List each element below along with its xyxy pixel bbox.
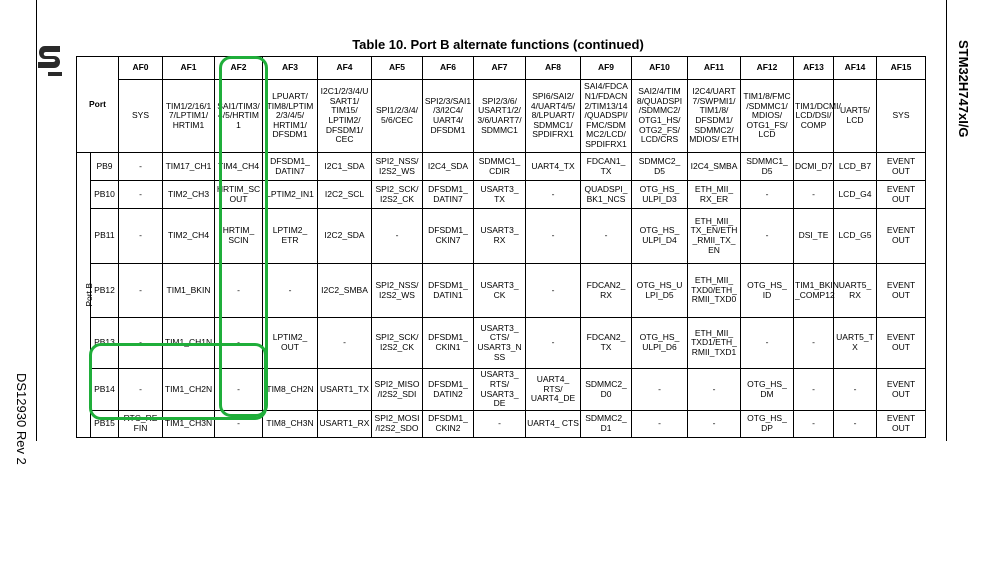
af-cell: I2C4_SMBA — [688, 153, 741, 181]
af-description: UART5/ LCD — [834, 80, 877, 153]
af-description: SPI1/2/3/4/ 5/6/CEC — [372, 80, 423, 153]
af-cell: USART1_RX — [318, 411, 372, 438]
right-page-border — [946, 0, 947, 441]
af-cell: SPI2_SCK/ I2S2_CK — [372, 181, 423, 209]
af-cell: - — [119, 264, 163, 318]
af-header: AF12 — [741, 57, 794, 80]
af-cell: TIM2_CH4 — [163, 209, 215, 264]
part-number — [954, 40, 972, 240]
af-cell: DFSDM1_ DATIN1 — [423, 264, 474, 318]
af-cell: - — [834, 369, 877, 411]
af-description: SAI1/TIM3/ 4/5/HRTIM 1 — [215, 80, 263, 153]
af-cell: TIM1_CH3N — [163, 411, 215, 438]
pin-name: PB9 — [91, 153, 119, 181]
af-header: AF7 — [474, 57, 526, 80]
af-cell: DFSDM1_ CKIN2 — [423, 411, 474, 438]
af-description: SAI2/4/TIM 8/QUADSPI /SDMMC2/ OTG1_HS/ OTG2_FS/ LCD/CRS — [632, 80, 688, 153]
af-cell: LPTIM2_ OUT — [263, 318, 318, 369]
af-cell: SPI2_MISO /I2S2_SDI — [372, 369, 423, 411]
af-cell: - — [263, 264, 318, 318]
af-cell: UART4_ RTS/ UART4_DE — [526, 369, 581, 411]
table-row — [77, 264, 926, 318]
af-header: AF13 — [794, 57, 834, 80]
af-description: TIM1/DCMI/ LCD/DSI/ COMP — [794, 80, 834, 153]
af-description: I2C4/UART 7/SWPMI1/ TIM1/8/ DFSDM1/ SDMMC2/ MDIOS/ ETH — [688, 80, 741, 153]
table-row — [77, 411, 926, 438]
af-cell: - — [372, 209, 423, 264]
af-cell: FDCAN2_ RX — [581, 264, 632, 318]
af-cell: I2C2_SDA — [318, 209, 372, 264]
table-row — [77, 318, 926, 369]
af-cell: I2C2_SMBA — [318, 264, 372, 318]
af-header: AF10 — [632, 57, 688, 80]
af-cell: OTG_HS_ ULPI_D3 — [632, 181, 688, 209]
af-cell: DCMI_D7 — [794, 153, 834, 181]
af-header: AF5 — [372, 57, 423, 80]
af-cell: TIM1_BKIN _COMP12 — [794, 264, 834, 318]
af-description: SYS — [877, 80, 926, 153]
port-group-cell — [77, 153, 95, 438]
part-number-text: STM32H747xI/G — [956, 40, 971, 138]
af-description: TIM1/2/16/1 7/LPTIM1/ HRTIM1 — [163, 80, 215, 153]
af-cell: HRTIM_SC OUT — [215, 181, 263, 209]
af-cell: RTC_RE FIN — [119, 411, 163, 438]
af-cell: OTG_HS_ ULPI_D6 — [632, 318, 688, 369]
pin-name: PB14 — [91, 369, 119, 411]
af-cell: DFSDM1_ CKIN1 — [423, 318, 474, 369]
af-cell: FDCAN1_ TX — [581, 153, 632, 181]
af-cell: SPI2_NSS/ I2S2_WS — [372, 264, 423, 318]
af-cell: LPTIM2_ ETR — [263, 209, 318, 264]
af-cell: USART3_ RX — [474, 209, 526, 264]
af-cell: EVENT OUT — [877, 369, 926, 411]
pin-name: PB11 — [91, 209, 119, 264]
af-cell: SDMMC2_ D0 — [581, 369, 632, 411]
af-cell: - — [794, 318, 834, 369]
af-cell: I2C1_SDA — [318, 153, 372, 181]
document-id — [13, 233, 29, 563]
af-cell: DFSDM1_ DATIN2 — [423, 369, 474, 411]
af-header: AF2 — [215, 57, 263, 80]
af-cell: ETH_MII_ TXD1/ETH_ RMII_TXD1 — [688, 318, 741, 369]
af-cell: DFSDM1_ CKIN7 — [423, 209, 474, 264]
af-cell: TIM17_CH1 — [163, 153, 215, 181]
af-cell: FDCAN2_ TX — [581, 318, 632, 369]
af-cell: - — [741, 181, 794, 209]
af-cell: - — [794, 369, 834, 411]
af-cell: - — [794, 181, 834, 209]
af-cell: LCD_G4 — [834, 181, 877, 209]
af-description: I2C1/2/3/4/U SART1/ TIM15/ LPTIM2/ DFSDM1/ CEC — [318, 80, 372, 153]
af-cell: USART3_ RTS/ USART3_ DE — [474, 369, 526, 411]
af-cell: - — [632, 369, 688, 411]
af-cell: SPI2_MOSI /I2S2_SDO — [372, 411, 423, 438]
af-header: AF15 — [877, 57, 926, 80]
pin-name: PB13 — [91, 318, 119, 369]
af-cell: SDMMC1_ D5 — [741, 153, 794, 181]
af-cell: OTG_HS_ ID — [741, 264, 794, 318]
af-header: AF9 — [581, 57, 632, 80]
document-id-text: DS12930 Rev 2 — [14, 373, 29, 465]
af-header: AF8 — [526, 57, 581, 80]
af-cell: OTG_HS_U LPI_D5 — [632, 264, 688, 318]
af-cell: UART5_ RX — [834, 264, 877, 318]
af-cell: - — [119, 318, 163, 369]
af-cell: UART4_ CTS — [526, 411, 581, 438]
af-cell: LCD_G5 — [834, 209, 877, 264]
pin-name: PB15 — [91, 411, 119, 438]
af-cell: HRTIM_ SCIN — [215, 209, 263, 264]
af-header: AF6 — [423, 57, 474, 80]
af-cell: - — [632, 411, 688, 438]
af-cell: ETH_MII_ TXD0/ETH_ RMII_TXD0 — [688, 264, 741, 318]
af-description: LPUART/ TIM8/LPTIM 2/3/4/5/ HRTIM1/ DFSDM1 — [263, 80, 318, 153]
af-cell: USART3_ CK — [474, 264, 526, 318]
af-cell: - — [215, 318, 263, 369]
af-cell: EVENT OUT — [877, 318, 926, 369]
port-group-label: Port B — [84, 283, 95, 307]
af-cell: OTG_HS_ DM — [741, 369, 794, 411]
af-description: SPI2/3/SAI1 /3/I2C4/ UART4/ DFSDM1 — [423, 80, 474, 153]
af-cell: - — [474, 411, 526, 438]
table-title: Table 10. Port B alternate functions (continued) — [352, 37, 644, 52]
af-header: AF14 — [834, 57, 877, 80]
table-row — [77, 181, 926, 209]
af-cell: UART4_TX — [526, 153, 581, 181]
port-b-alternate-functions-table — [76, 56, 926, 438]
af-header: AF11 — [688, 57, 741, 80]
af-cell: LCD_B7 — [834, 153, 877, 181]
af-header: AF3 — [263, 57, 318, 80]
af-cell: USART3_ CTS/ USART3_N SS — [474, 318, 526, 369]
af-cell: TIM1_BKIN — [163, 264, 215, 318]
af-cell: ETH_MII_ RX_ER — [688, 181, 741, 209]
af-cell: - — [794, 411, 834, 438]
af-cell: SDMMC2_ D5 — [632, 153, 688, 181]
af-cell: EVENT OUT — [877, 411, 926, 438]
af-cell: TIM2_CH3 — [163, 181, 215, 209]
af-cell: - — [119, 369, 163, 411]
af-cell: TIM1_CH2N — [163, 369, 215, 411]
af-cell: - — [215, 264, 263, 318]
af-cell: - — [741, 209, 794, 264]
pin-name: PB10 — [91, 181, 119, 209]
af-cell: LPTIM2_IN1 — [263, 181, 318, 209]
af-cell: SPI2_NSS/ I2S2_WS — [372, 153, 423, 181]
af-cell: - — [526, 209, 581, 264]
af-cell: - — [215, 411, 263, 438]
af-cell: ETH_MII_ TX_EN/ETH _RMII_TX_ EN — [688, 209, 741, 264]
af-cell: - — [318, 318, 372, 369]
af-cell: USART3_ TX — [474, 181, 526, 209]
af-cell: DFSDM1_ DATIN7 — [423, 181, 474, 209]
af-cell: I2C2_SCL — [318, 181, 372, 209]
af-cell: - — [741, 318, 794, 369]
table-row — [77, 369, 926, 411]
af-cell: TIM8_CH2N — [263, 369, 318, 411]
af-cell: - — [688, 411, 741, 438]
af-cell: USART1_TX — [318, 369, 372, 411]
af-cell: - — [119, 153, 163, 181]
af-description: SYS — [119, 80, 163, 153]
port-header: Port — [77, 57, 119, 153]
af-header: AF0 — [119, 57, 163, 80]
af-cell: - — [526, 264, 581, 318]
af-description: TIM1/8/FMC /SDMMC1/ MDIOS/ OTG1_FS/ LCD — [741, 80, 794, 153]
af-cell: DFSDM1_ DATIN7 — [263, 153, 318, 181]
af-cell: EVENT OUT — [877, 264, 926, 318]
af-cell: SDMMC1_ CDIR — [474, 153, 526, 181]
table-row — [77, 153, 926, 181]
af-header: AF4 — [318, 57, 372, 80]
af-cell: TIM8_CH3N — [263, 411, 318, 438]
af-cell: - — [834, 411, 877, 438]
af-cell: I2C4_SDA — [423, 153, 474, 181]
pin-name: PB12 — [91, 264, 119, 318]
af-header: AF1 — [163, 57, 215, 80]
af-description: SPI2/3/6/ USART1/2/ 3/6/UART7/ SDMMC1 — [474, 80, 526, 153]
af-cell: EVENT OUT — [877, 181, 926, 209]
af-cell: - — [581, 209, 632, 264]
af-description: SAI4/FDCA N1/FDACN 2/TIM13/14 /QUADSPI/ FMC/SDM MC2/LCD/ SPDIFRX1 — [581, 80, 632, 153]
af-cell: OTG_HS_ ULPI_D4 — [632, 209, 688, 264]
af-cell: OTG_HS_ DP — [741, 411, 794, 438]
af-cell: - — [526, 318, 581, 369]
af-cell: SDMMC2_ D1 — [581, 411, 632, 438]
af-cell: - — [119, 209, 163, 264]
af-cell: TIM4_CH4 — [215, 153, 263, 181]
af-cell: EVENT OUT — [877, 153, 926, 181]
table-row — [77, 209, 926, 264]
af-cell: - — [688, 369, 741, 411]
af-description: SPI6/SAI2/ 4/UART4/5/ 8/LPUART/ SDMMC1/ SPDIFRX1 — [526, 80, 581, 153]
af-cell: - — [215, 369, 263, 411]
af-cell: - — [119, 181, 163, 209]
af-cell: - — [526, 181, 581, 209]
af-cell: TIM1_CH1N — [163, 318, 215, 369]
af-cell: SPI2_SCK/ I2S2_CK — [372, 318, 423, 369]
af-cell: QUADSPI_ BK1_NCS — [581, 181, 632, 209]
af-cell: EVENT OUT — [877, 209, 926, 264]
af-cell: UART5_T X — [834, 318, 877, 369]
af-cell: DSI_TE — [794, 209, 834, 264]
st-logo-icon — [34, 42, 64, 80]
